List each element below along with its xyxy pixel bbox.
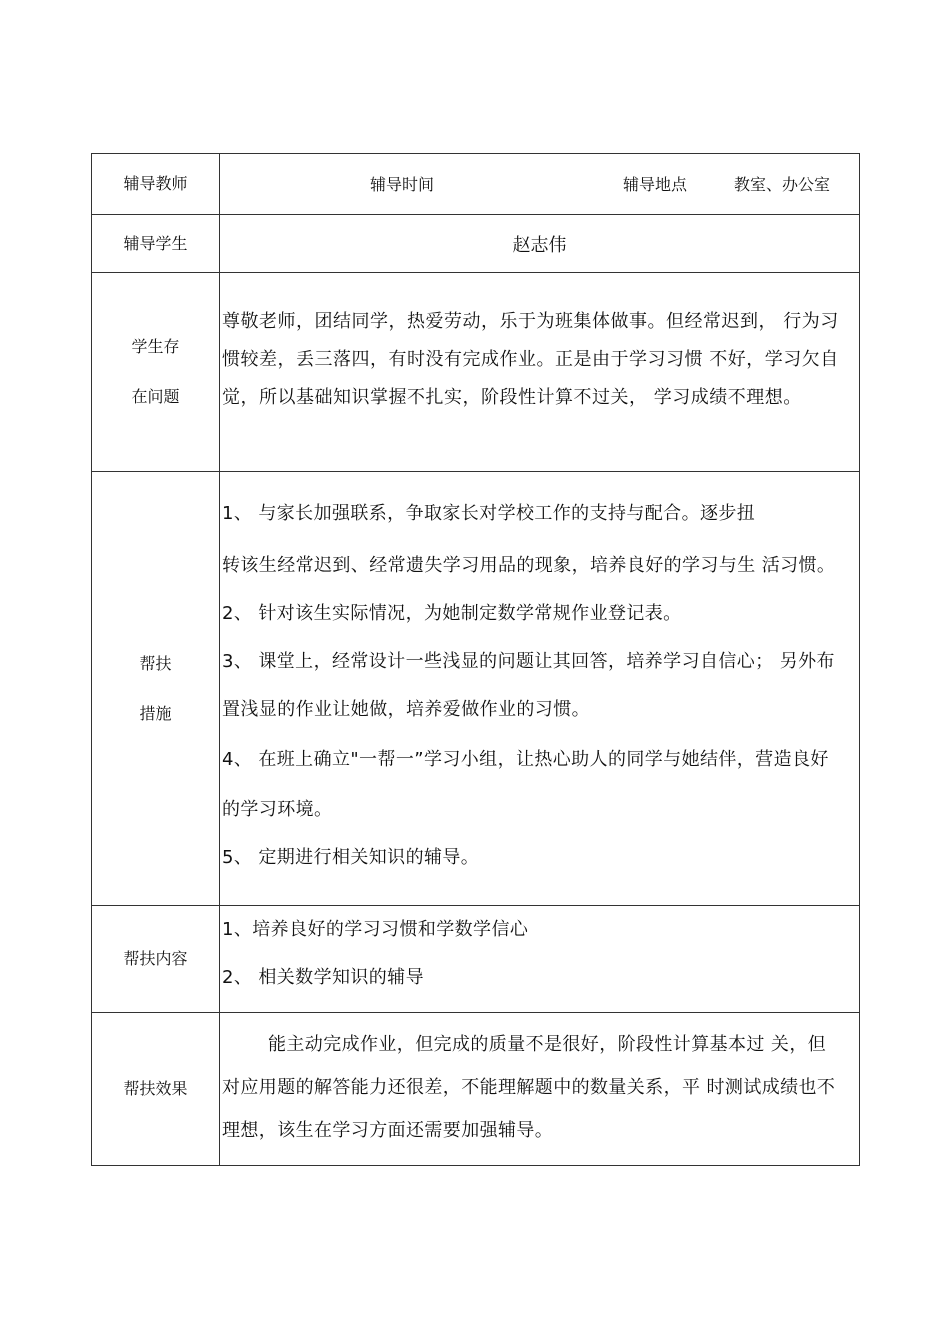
student-name: 赵志伟 xyxy=(220,215,860,273)
help-content-line: 2、 相关数学知识的辅导 xyxy=(222,967,424,988)
effect-line: 理想，该生在学习方面还需要加强辅导。 xyxy=(222,1119,554,1141)
header-info-cell xyxy=(220,154,860,215)
problem-line: 尊敬老师，团结同学，热爱劳动，乐于为班集体做事。但经常迟到， 行为习 xyxy=(222,311,839,332)
tutoring-record-table xyxy=(91,153,860,1166)
measure-line: 2、 针对该生实际情况，为她制定数学常规作业登记表。 xyxy=(222,603,682,624)
header-row xyxy=(92,154,860,215)
help-content-label: 帮扶内容 xyxy=(92,906,220,1013)
time-label: 辅导时间 xyxy=(370,175,435,194)
problem-content xyxy=(220,273,860,472)
teacher-label: 辅导教师 xyxy=(92,154,220,215)
measure-line: 4、 在班上确立"一帮一”学习小组，让热心助人的同学与她结伴，营造良好 xyxy=(222,749,829,770)
effect-row xyxy=(92,1013,860,1166)
problem-label-line2: 在问题 xyxy=(131,387,180,406)
measures-label xyxy=(92,472,220,906)
measures-content xyxy=(220,472,860,906)
effect-content xyxy=(220,1013,860,1166)
help-content-row xyxy=(92,906,860,1013)
student-row xyxy=(92,215,860,273)
effect-line: 对应用题的解答能力还很差，不能理解题中的数量关系，平 时测试成绩也不 xyxy=(222,1076,836,1098)
measures-label-line1: 帮扶 xyxy=(139,653,172,673)
measure-line: 3、 课堂上，经常设计一些浅显的问题让其回答，培养学习自信心； 另外布 xyxy=(222,651,835,672)
problem-row xyxy=(92,273,860,472)
effect-label: 帮扶效果 xyxy=(92,1013,220,1166)
measures-label-line2: 措施 xyxy=(139,703,172,723)
help-content-content xyxy=(220,906,860,1013)
problem-line: 觉，所以基础知识掌握不扎实，阶段性计算不过关， 学习成绩不理想。 xyxy=(222,387,802,408)
student-label: 辅导学生 xyxy=(92,215,220,273)
measure-line: 置浅显的作业让她做，培养爱做作业的习惯。 xyxy=(222,699,590,720)
problem-line: 惯较差，丢三落四，有时没有完成作业。正是由于学习习惯 不好，学习欠自 xyxy=(222,349,839,370)
measure-line: 转该生经常迟到、经常遗失学习用品的现象，培养良好的学习与生 活习惯。 xyxy=(222,555,836,576)
problem-label-line1: 学生存 xyxy=(131,337,180,356)
place-label: 辅导地点 xyxy=(623,175,688,194)
measure-line: 5、 定期进行相关知识的辅导。 xyxy=(222,847,480,868)
effect-line: 能主动完成作业，但完成的质量不是很好，阶段性计算基本过 关，但 xyxy=(268,1033,827,1055)
place-value: 教室、办公室 xyxy=(734,175,831,194)
problem-label xyxy=(92,273,220,472)
measure-line: 1、 与家长加强联系，争取家长对学校工作的支持与配合。逐步扭 xyxy=(222,503,756,524)
help-content-line: 1、培养良好的学习习惯和学数学信心 xyxy=(222,919,529,940)
measure-line: 的学习环境。 xyxy=(222,799,333,820)
measures-row xyxy=(92,472,860,906)
